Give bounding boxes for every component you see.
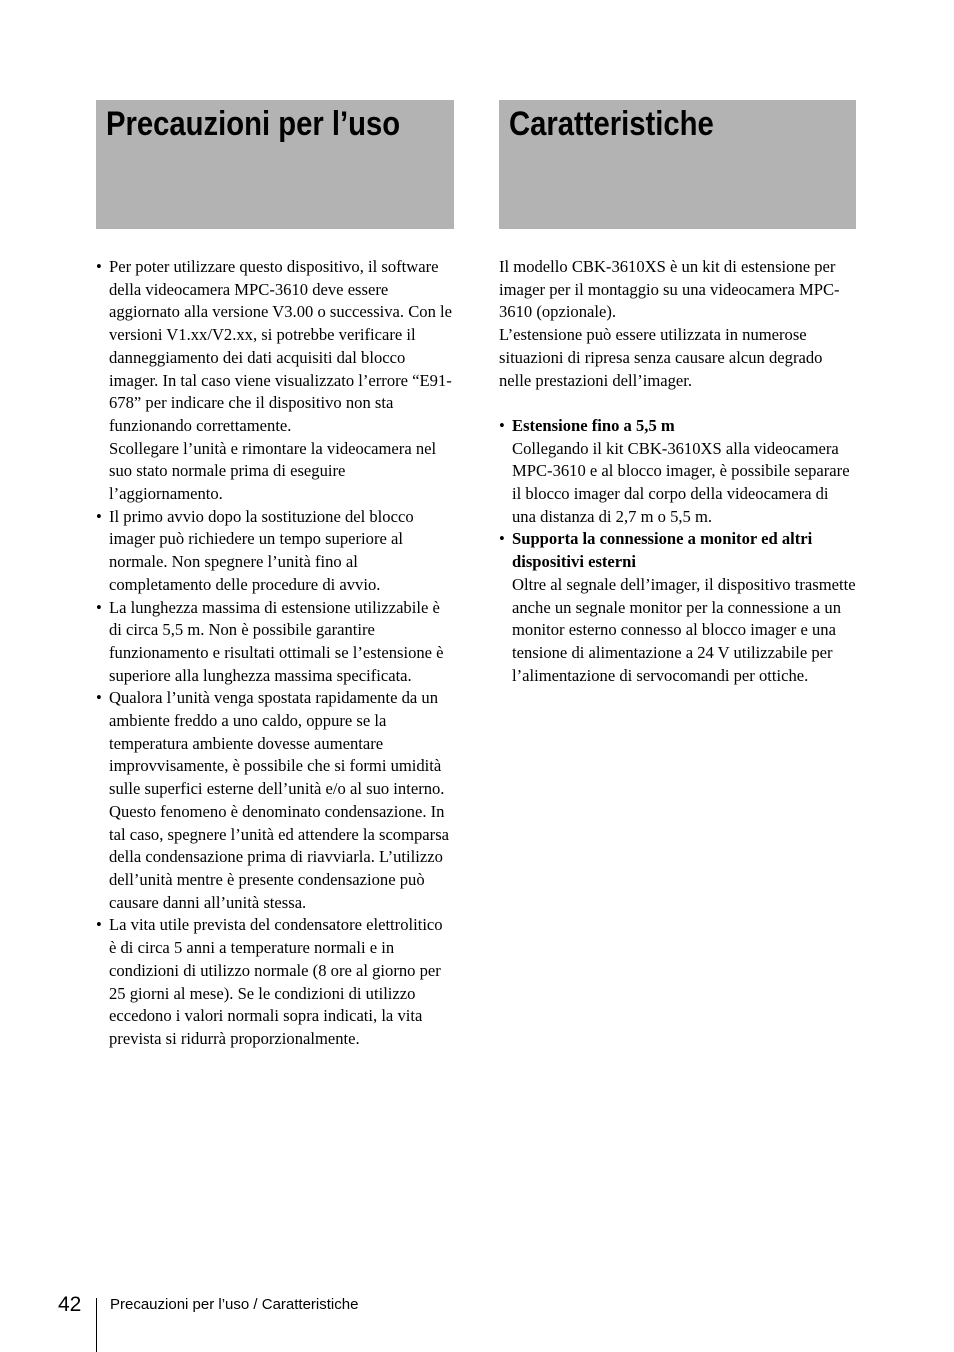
feature-title: • Supporta la connessione a monitor ed altri dispositivi esterni: [512, 529, 813, 572]
features-intro: Il modello CBK-3610XS è un kit di estensione per imager per il montaggio su una videocamera MPC-3610 (opzionale).: [499, 257, 840, 322]
precaution-item: [96, 687, 454, 914]
features-heading: Caratteristiche: [509, 105, 714, 143]
precaution-text: • Qualora l’unità venga spostata rapidamente da un ambiente freddo a uno caldo, oppure se la temperatura ambiente dovesse aumentare improvvisamente, è possibile che si formi umidità sulle superfici esterne dell’unità e/o al suo interno. Questo fenomeno è denominato condensazione. In tal caso, spegnere l’unità ed attendere la scomparsa della condensazione prima di riavviarla. L’utilizzo dell’unità mentre è presente condensazione può causare danni all’unità stessa.: [109, 688, 450, 912]
precautions-list: [96, 256, 454, 1051]
precaution-item: [96, 914, 454, 1050]
feature-item: [499, 415, 856, 529]
precaution-item: [96, 506, 454, 597]
features-header-box: [499, 100, 856, 229]
precaution-text: • Per poter utilizzare questo dispositivo, il software della videocamera MPC-3610 deve essere aggiornato alla versione V3.00 o successiva. Con le versioni V1.xx/V2.xx, si potrebbe verificare il danneggiamento dei dati acquisiti dal blocco imager. In tal caso viene visualizzato l’errore “E91-678” per indicare che il dispositivo non sta funzionando correttamente.: [109, 257, 453, 435]
footer-divider: [96, 1298, 97, 1352]
precaution-text: • La vita utile prevista del condensatore elettrolitico è di circa 5 anni a temperature normali e in condizioni di utilizzo normale (8 ore al giorno per 25 giorni al mese). Se le condizioni di utilizzo eccedono i valori normali sopra indicati, la vita prevista si ridurrà proporzionalmente.: [109, 915, 443, 1048]
precautions-heading: Precauzioni per l’uso: [106, 105, 401, 143]
precaution-text: Scollegare l’unità e rimontare la videocamera nel suo stato normale prima di eseguire l’aggiornamento.: [109, 438, 437, 504]
precautions-header-box: [96, 100, 454, 229]
feature-body: Collegando il kit CBK-3610XS alla videocamera MPC-3610 e al blocco imager, è possibile separare il blocco imager dal corpo della videocamera di una distanza di 2,7 m o 5,5 m.: [512, 438, 850, 526]
feature-body: Oltre al segnale dell’imager, il dispositivo trasmette anche un segnale monitor per la connessione a un monitor esterno connesso al blocco imager e una tensione di alimentazione a 24 V utilizzabile per l’alimentazione di servocomandi per ottiche.: [512, 574, 856, 685]
features-list: [499, 415, 856, 687]
features-intro: L’estensione può essere utilizzata in numerose situazioni di ripresa senza causare alcun degrado nelle prestazioni dell’imager.: [499, 325, 823, 390]
precaution-text: • La lunghezza massima di estensione utilizzabile è di circa 5,5 m. Non è possibile garantire funzionamento e risultati ottimali se l’estensione è superiore alla lunghezza massima specificata.: [109, 597, 444, 685]
feature-title: • Estensione fino a 5,5 m: [512, 415, 675, 435]
feature-item: [499, 528, 856, 687]
features-column: [499, 256, 856, 687]
footer-section-title: Precauzioni per l’uso / Caratteristiche: [110, 1296, 359, 1313]
precaution-item: [96, 256, 454, 506]
page-number: 42: [58, 1293, 82, 1316]
precaution-item: [96, 597, 454, 688]
precautions-column: [96, 256, 454, 1051]
precaution-text: • Il primo avvio dopo la sostituzione del blocco imager può richiedere un tempo superiore al normale. Non spegnere l’unità fino al completamento delle procedure di avvio.: [109, 506, 414, 594]
